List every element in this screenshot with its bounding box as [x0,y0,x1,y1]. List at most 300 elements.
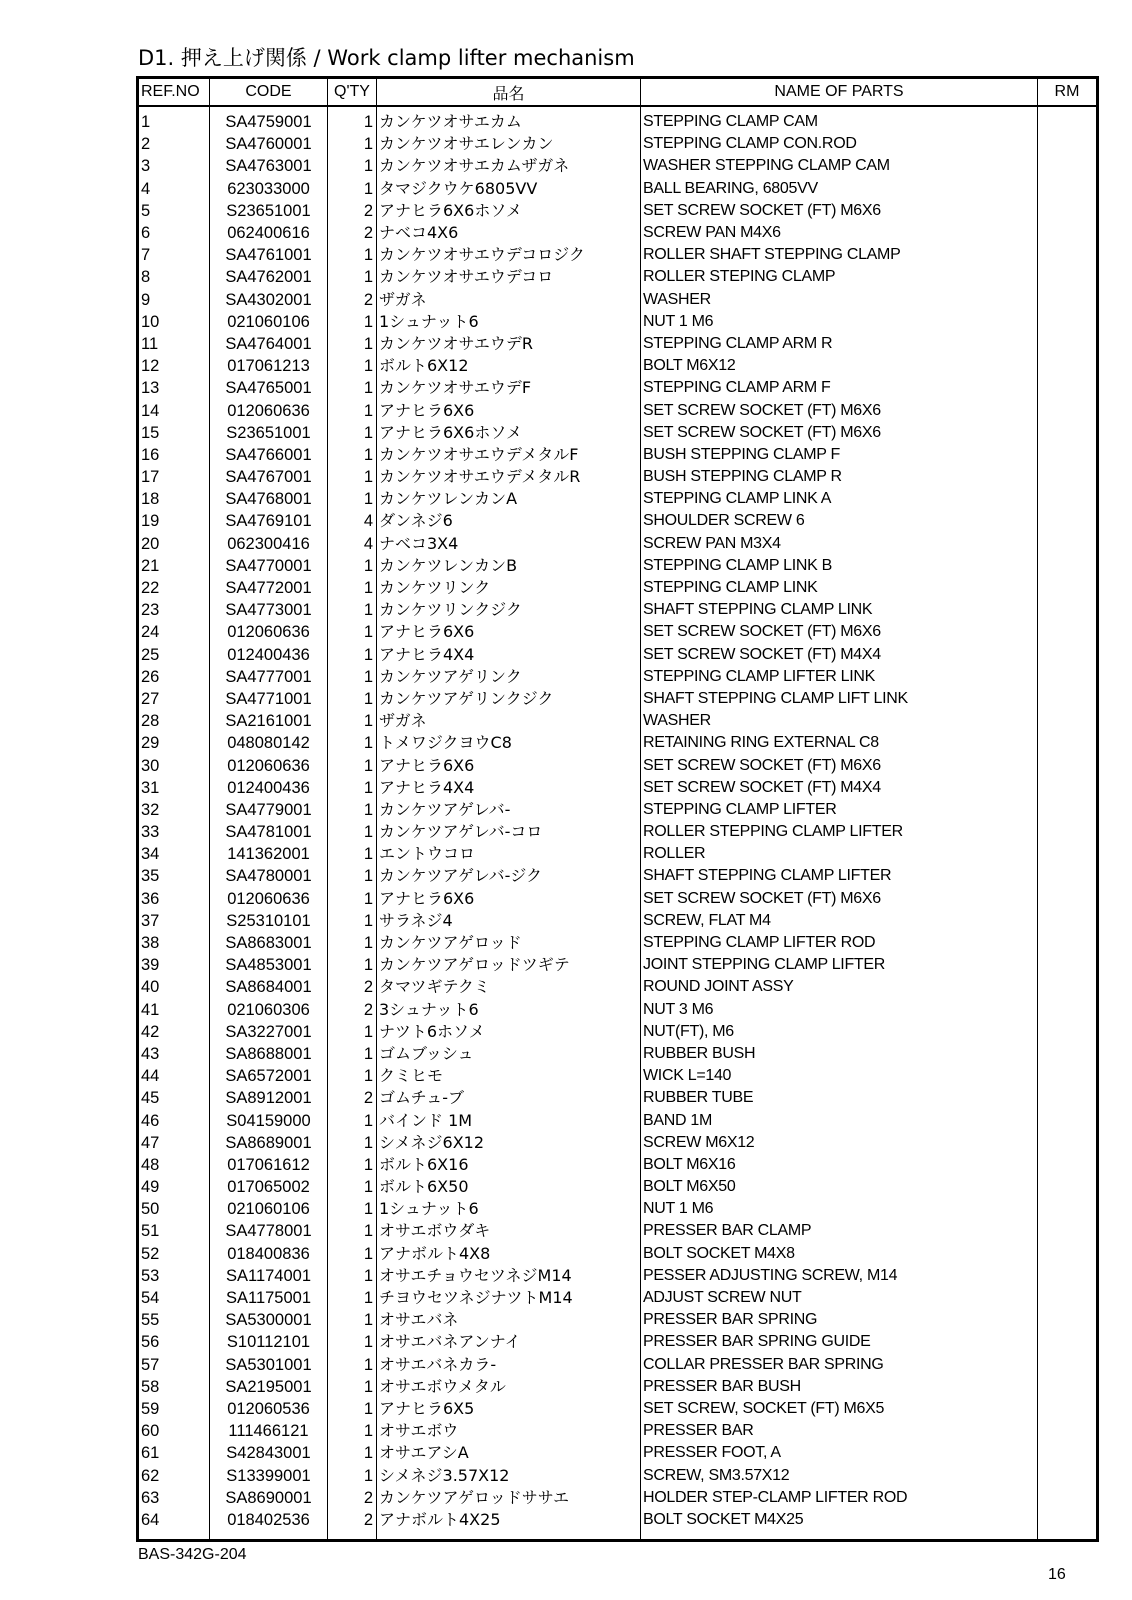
ref-no-cell: 28 [138,710,210,732]
ref-no-cell: 12 [138,355,210,377]
ref-no-cell: 46 [138,1109,210,1131]
ref-no-cell: 34 [138,843,210,865]
rm-cell [1038,1376,1098,1398]
qty-cell: 4 [328,533,377,555]
code-cell: 012060536 [210,1398,328,1420]
table-row [138,533,1098,555]
rm-cell [1038,355,1098,377]
jp-name-cell: オサエチョウセツネジM14 [377,1265,641,1287]
code-cell: SA4765001 [210,377,328,399]
code-cell: SA3227001 [210,1021,328,1043]
jp-name-cell: カンケツレンカンA [377,488,641,510]
ref-no-cell: 14 [138,399,210,421]
rm-cell [1038,910,1098,932]
table-row [138,333,1098,355]
part-name-cell: SET SCREW SOCKET (FT) M6X6 [641,754,1038,776]
table-row [138,266,1098,288]
qty-cell: 1 [328,1065,377,1087]
ref-no-cell: 37 [138,910,210,932]
jp-name-cell: ナベコ4X6 [377,222,641,244]
part-name-cell: SET SCREW SOCKET (FT) M4X4 [641,644,1038,666]
jp-name-cell: アナボルト4X8 [377,1243,641,1265]
table-row [138,1176,1098,1198]
qty-cell: 1 [328,178,377,200]
qty-cell: 1 [328,106,377,133]
rm-cell [1038,577,1098,599]
ref-no-cell: 2 [138,133,210,155]
table-row [138,1109,1098,1131]
qty-cell: 1 [328,266,377,288]
part-name-cell: BOLT M6X50 [641,1176,1038,1198]
code-cell: SA4853001 [210,954,328,976]
rm-cell [1038,954,1098,976]
rm-cell [1038,1021,1098,1043]
ref-no-cell: 45 [138,1087,210,1109]
jp-name-cell: オサエバネカラ- [377,1354,641,1376]
code-cell: SA4767001 [210,466,328,488]
ref-no-cell: 50 [138,1198,210,1220]
code-cell: SA2161001 [210,710,328,732]
code-cell: SA4760001 [210,133,328,155]
ref-no-cell: 20 [138,533,210,555]
qty-cell: 1 [328,932,377,954]
part-name-cell: SET SCREW, SOCKET (FT) M6X5 [641,1398,1038,1420]
part-name-cell: STEPPING CLAMP CON.ROD [641,133,1038,155]
part-name-cell: STEPPING CLAMP LIFTER ROD [641,932,1038,954]
part-name-cell: STEPPING CLAMP LINK B [641,555,1038,577]
code-cell: 012400436 [210,644,328,666]
qty-cell: 1 [328,954,377,976]
ref-no-cell: 30 [138,754,210,776]
table-row [138,1287,1098,1309]
qty-cell: 1 [328,799,377,821]
part-name-cell: SET SCREW SOCKET (FT) M6X6 [641,399,1038,421]
part-name-cell: SCREW PAN M3X4 [641,533,1038,555]
rm-cell [1038,1065,1098,1087]
ref-no-cell: 49 [138,1176,210,1198]
table-row [138,1398,1098,1420]
ref-no-cell: 55 [138,1309,210,1331]
table-row [138,1021,1098,1043]
part-name-cell: STEPPING CLAMP ARM F [641,377,1038,399]
code-cell: SA8689001 [210,1132,328,1154]
code-cell: SA4770001 [210,555,328,577]
part-name-cell: WASHER STEPPING CLAMP CAM [641,155,1038,177]
jp-name-cell: チヨウセツネジナツトM14 [377,1287,641,1309]
table-row [138,954,1098,976]
part-name-cell: PRESSER BAR SPRING GUIDE [641,1331,1038,1353]
qty-cell: 1 [328,155,377,177]
qty-cell: 2 [328,200,377,222]
table-row [138,1154,1098,1176]
rm-cell [1038,399,1098,421]
jp-name-cell: アナヒラ6X6 [377,399,641,421]
rm-cell [1038,222,1098,244]
part-name-cell: ROLLER SHAFT STEPPING CLAMP [641,244,1038,266]
qty-cell: 1 [328,1287,377,1309]
ref-no-cell: 44 [138,1065,210,1087]
part-name-cell: WASHER [641,289,1038,311]
rm-cell [1038,599,1098,621]
rm-cell [1038,178,1098,200]
rm-cell [1038,1154,1098,1176]
table-filler-row [138,1531,1098,1541]
qty-cell: 1 [328,1021,377,1043]
table-row [138,178,1098,200]
code-cell: 018400836 [210,1243,328,1265]
ref-no-cell: 60 [138,1420,210,1442]
ref-no-cell: 33 [138,821,210,843]
part-name-cell: WICK L=140 [641,1065,1038,1087]
part-name-cell: BUSH STEPPING CLAMP R [641,466,1038,488]
qty-cell: 1 [328,555,377,577]
part-name-cell: STEPPING CLAMP LINK [641,577,1038,599]
filler-cell [328,1531,377,1541]
table-row [138,1087,1098,1109]
part-name-cell: RUBBER TUBE [641,1087,1038,1109]
rm-cell [1038,289,1098,311]
part-name-cell: COLLAR PRESSER BAR SPRING [641,1354,1038,1376]
qty-cell: 1 [328,688,377,710]
rm-cell [1038,932,1098,954]
part-name-cell: NUT 3 M6 [641,999,1038,1021]
rm-cell [1038,1442,1098,1464]
part-name-cell: BOLT M6X12 [641,355,1038,377]
filler-cell [641,1531,1038,1541]
table-row [138,555,1098,577]
ref-no-cell: 24 [138,621,210,643]
jp-name-cell: アナボルト4X25 [377,1509,641,1531]
code-cell: SA4761001 [210,244,328,266]
table-row [138,710,1098,732]
part-name-cell: ROLLER STEPING CLAMP [641,266,1038,288]
qty-cell: 1 [328,133,377,155]
ref-no-cell: 39 [138,954,210,976]
rm-cell [1038,1243,1098,1265]
ref-no-cell: 40 [138,976,210,998]
page-number: 16 [1048,1566,1066,1583]
qty-cell: 1 [328,1265,377,1287]
table-row [138,510,1098,532]
jp-name-cell: カンケツアゲレバ-ジク [377,865,641,887]
ref-no-cell: 6 [138,222,210,244]
rm-cell [1038,1220,1098,1242]
qty-cell: 1 [328,311,377,333]
rm-cell [1038,821,1098,843]
rm-cell [1038,1309,1098,1331]
qty-cell: 1 [328,355,377,377]
code-cell: SA4762001 [210,266,328,288]
code-cell: S25310101 [210,910,328,932]
rm-cell [1038,688,1098,710]
ref-no-cell: 64 [138,1509,210,1531]
code-cell: 141362001 [210,843,328,865]
qty-cell: 1 [328,1243,377,1265]
rm-cell [1038,533,1098,555]
table-row [138,488,1098,510]
jp-name-cell: アナヒラ4X4 [377,777,641,799]
part-name-cell: STEPPING CLAMP LINK A [641,488,1038,510]
qty-cell: 1 [328,1220,377,1242]
part-name-cell: SHAFT STEPPING CLAMP LINK [641,599,1038,621]
ref-no-cell: 1 [138,106,210,133]
ref-no-cell: 23 [138,599,210,621]
code-cell: SA4764001 [210,333,328,355]
rm-cell [1038,106,1098,133]
part-name-cell: ADJUST SCREW NUT [641,1287,1038,1309]
table-row [138,644,1098,666]
qty-cell: 2 [328,222,377,244]
parts-table [136,76,1099,1542]
jp-name-cell: カンケツオサエウデコロ [377,266,641,288]
part-name-cell: SET SCREW SOCKET (FT) M6X6 [641,888,1038,910]
code-cell: S42843001 [210,1442,328,1464]
rm-cell [1038,1287,1098,1309]
jp-name-cell: オサエボウダキ [377,1220,641,1242]
rm-cell [1038,1132,1098,1154]
ref-no-cell: 29 [138,732,210,754]
jp-name-cell: ボルト6X12 [377,355,641,377]
qty-cell: 1 [328,1376,377,1398]
code-cell: SA4780001 [210,865,328,887]
rm-cell [1038,1354,1098,1376]
code-cell: SA4769101 [210,510,328,532]
rm-cell [1038,754,1098,776]
rm-cell [1038,1420,1098,1442]
rm-cell [1038,732,1098,754]
ref-no-cell: 31 [138,777,210,799]
qty-cell: 1 [328,444,377,466]
qty-cell: 1 [328,1464,377,1486]
table-row [138,1309,1098,1331]
ref-no-cell: 35 [138,865,210,887]
code-cell: 021060106 [210,311,328,333]
qty-cell: 1 [328,333,377,355]
ref-no-cell: 25 [138,644,210,666]
rm-cell [1038,621,1098,643]
ref-no-cell: 17 [138,466,210,488]
table-row [138,244,1098,266]
table-row [138,1420,1098,1442]
code-cell: SA4766001 [210,444,328,466]
jp-name-cell: 1シュナット6 [377,311,641,333]
qty-cell: 1 [328,1132,377,1154]
qty-cell: 2 [328,999,377,1021]
code-cell: SA4302001 [210,289,328,311]
ref-no-cell: 53 [138,1265,210,1287]
part-name-cell: NUT 1 M6 [641,1198,1038,1220]
code-cell: 017061213 [210,355,328,377]
rm-cell [1038,244,1098,266]
code-cell: SA4779001 [210,799,328,821]
ref-no-cell: 16 [138,444,210,466]
table-row [138,932,1098,954]
table-row [138,999,1098,1021]
part-name-cell: BOLT M6X16 [641,1154,1038,1176]
rm-cell [1038,1331,1098,1353]
part-name-cell: WASHER [641,710,1038,732]
rm-cell [1038,1109,1098,1131]
rm-cell [1038,843,1098,865]
part-name-cell: SCREW, FLAT M4 [641,910,1038,932]
ref-no-cell: 52 [138,1243,210,1265]
qty-cell: 1 [328,466,377,488]
table-row [138,289,1098,311]
jp-name-cell: カンケツアゲリンクジク [377,688,641,710]
jp-name-cell: バインド 1M [377,1109,641,1131]
table-header-row [138,78,1098,107]
header-jp-name: 品名 [377,78,641,107]
part-name-cell: ROLLER STEPPING CLAMP LIFTER [641,821,1038,843]
jp-name-cell: ゴムブッシュ [377,1043,641,1065]
ref-no-cell: 15 [138,422,210,444]
qty-cell: 1 [328,910,377,932]
table-row [138,821,1098,843]
code-cell: SA4759001 [210,106,328,133]
rm-cell [1038,710,1098,732]
jp-name-cell: オサエボウ [377,1420,641,1442]
code-cell: SA1174001 [210,1265,328,1287]
code-cell: 111466121 [210,1420,328,1442]
code-cell: 062400616 [210,222,328,244]
ref-no-cell: 56 [138,1331,210,1353]
code-cell: SA8683001 [210,932,328,954]
ref-no-cell: 58 [138,1376,210,1398]
jp-name-cell: サラネジ4 [377,910,641,932]
rm-cell [1038,200,1098,222]
qty-cell: 1 [328,843,377,865]
part-name-cell: PRESSER BAR CLAMP [641,1220,1038,1242]
table-row [138,1376,1098,1398]
rm-cell [1038,488,1098,510]
jp-name-cell: タマツギテクミ [377,976,641,998]
code-cell: SA1175001 [210,1287,328,1309]
table-row [138,399,1098,421]
qty-cell: 1 [328,1043,377,1065]
ref-no-cell: 47 [138,1132,210,1154]
part-name-cell: SCREW, SM3.57X12 [641,1464,1038,1486]
part-name-cell: ROLLER [641,843,1038,865]
code-cell: SA4772001 [210,577,328,599]
qty-cell: 2 [328,1487,377,1509]
jp-name-cell: ボルト6X50 [377,1176,641,1198]
rm-cell [1038,1398,1098,1420]
ref-no-cell: 61 [138,1442,210,1464]
part-name-cell: SET SCREW SOCKET (FT) M4X4 [641,777,1038,799]
code-cell: 021060306 [210,999,328,1021]
part-name-cell: NUT 1 M6 [641,311,1038,333]
filler-cell [210,1531,328,1541]
qty-cell: 1 [328,377,377,399]
qty-cell: 1 [328,1331,377,1353]
jp-name-cell: カンケツオサエウデF [377,377,641,399]
jp-name-cell: タマジクウケ6805VV [377,178,641,200]
rm-cell [1038,155,1098,177]
qty-cell: 1 [328,666,377,688]
part-name-cell: PRESSER BAR [641,1420,1038,1442]
jp-name-cell: カンケツオサエレンカン [377,133,641,155]
qty-cell: 1 [328,1420,377,1442]
rm-cell [1038,333,1098,355]
table-row [138,732,1098,754]
table-row [138,1198,1098,1220]
part-name-cell: STEPPING CLAMP ARM R [641,333,1038,355]
rm-cell [1038,1043,1098,1065]
jp-name-cell: ボルト6X16 [377,1154,641,1176]
jp-name-cell: オサエボウメタル [377,1376,641,1398]
jp-name-cell: カンケツオサエウデメタルR [377,466,641,488]
table-row [138,843,1098,865]
table-row [138,466,1098,488]
jp-name-cell: アナヒラ6X6 [377,754,641,776]
rm-cell [1038,422,1098,444]
part-name-cell: SHAFT STEPPING CLAMP LIFTER [641,865,1038,887]
table-row [138,910,1098,932]
code-cell: SA6572001 [210,1065,328,1087]
jp-name-cell: アナヒラ6X6 [377,888,641,910]
ref-no-cell: 42 [138,1021,210,1043]
table-row [138,865,1098,887]
jp-name-cell: ザガネ [377,710,641,732]
part-name-cell: RUBBER BUSH [641,1043,1038,1065]
part-name-cell: RETAINING RING EXTERNAL C8 [641,732,1038,754]
jp-name-cell: アナヒラ4X4 [377,644,641,666]
code-cell: SA4781001 [210,821,328,843]
qty-cell: 2 [328,1509,377,1531]
table-row [138,1442,1098,1464]
ref-no-cell: 11 [138,333,210,355]
table-row [138,976,1098,998]
jp-name-cell: アナヒラ6X6ホソメ [377,200,641,222]
table-row [138,1265,1098,1287]
qty-cell: 1 [328,1442,377,1464]
qty-cell: 1 [328,1109,377,1131]
part-name-cell: BUSH STEPPING CLAMP F [641,444,1038,466]
header-ref-no: REF.NO [138,78,210,107]
table-row [138,666,1098,688]
ref-no-cell: 51 [138,1220,210,1242]
table-row [138,106,1098,133]
ref-no-cell: 32 [138,799,210,821]
part-name-cell: STEPPING CLAMP LIFTER LINK [641,666,1038,688]
rm-cell [1038,1265,1098,1287]
table-row [138,222,1098,244]
rm-cell [1038,799,1098,821]
table-row [138,355,1098,377]
ref-no-cell: 8 [138,266,210,288]
table-row [138,777,1098,799]
table-row [138,754,1098,776]
code-cell: S23651001 [210,200,328,222]
ref-no-cell: 5 [138,200,210,222]
rm-cell [1038,444,1098,466]
rm-cell [1038,1487,1098,1509]
ref-no-cell: 26 [138,666,210,688]
code-cell: SA5301001 [210,1354,328,1376]
jp-name-cell: カンケツオサエウデR [377,333,641,355]
code-cell: SA4777001 [210,666,328,688]
qty-cell: 1 [328,644,377,666]
rm-cell [1038,1176,1098,1198]
table-row [138,799,1098,821]
qty-cell: 1 [328,1198,377,1220]
ref-no-cell: 19 [138,510,210,532]
code-cell: 021060106 [210,1198,328,1220]
qty-cell: 1 [328,621,377,643]
jp-name-cell: カンケツアゲロッドササエ [377,1487,641,1509]
code-cell: 017065002 [210,1176,328,1198]
jp-name-cell: エントウコロ [377,843,641,865]
